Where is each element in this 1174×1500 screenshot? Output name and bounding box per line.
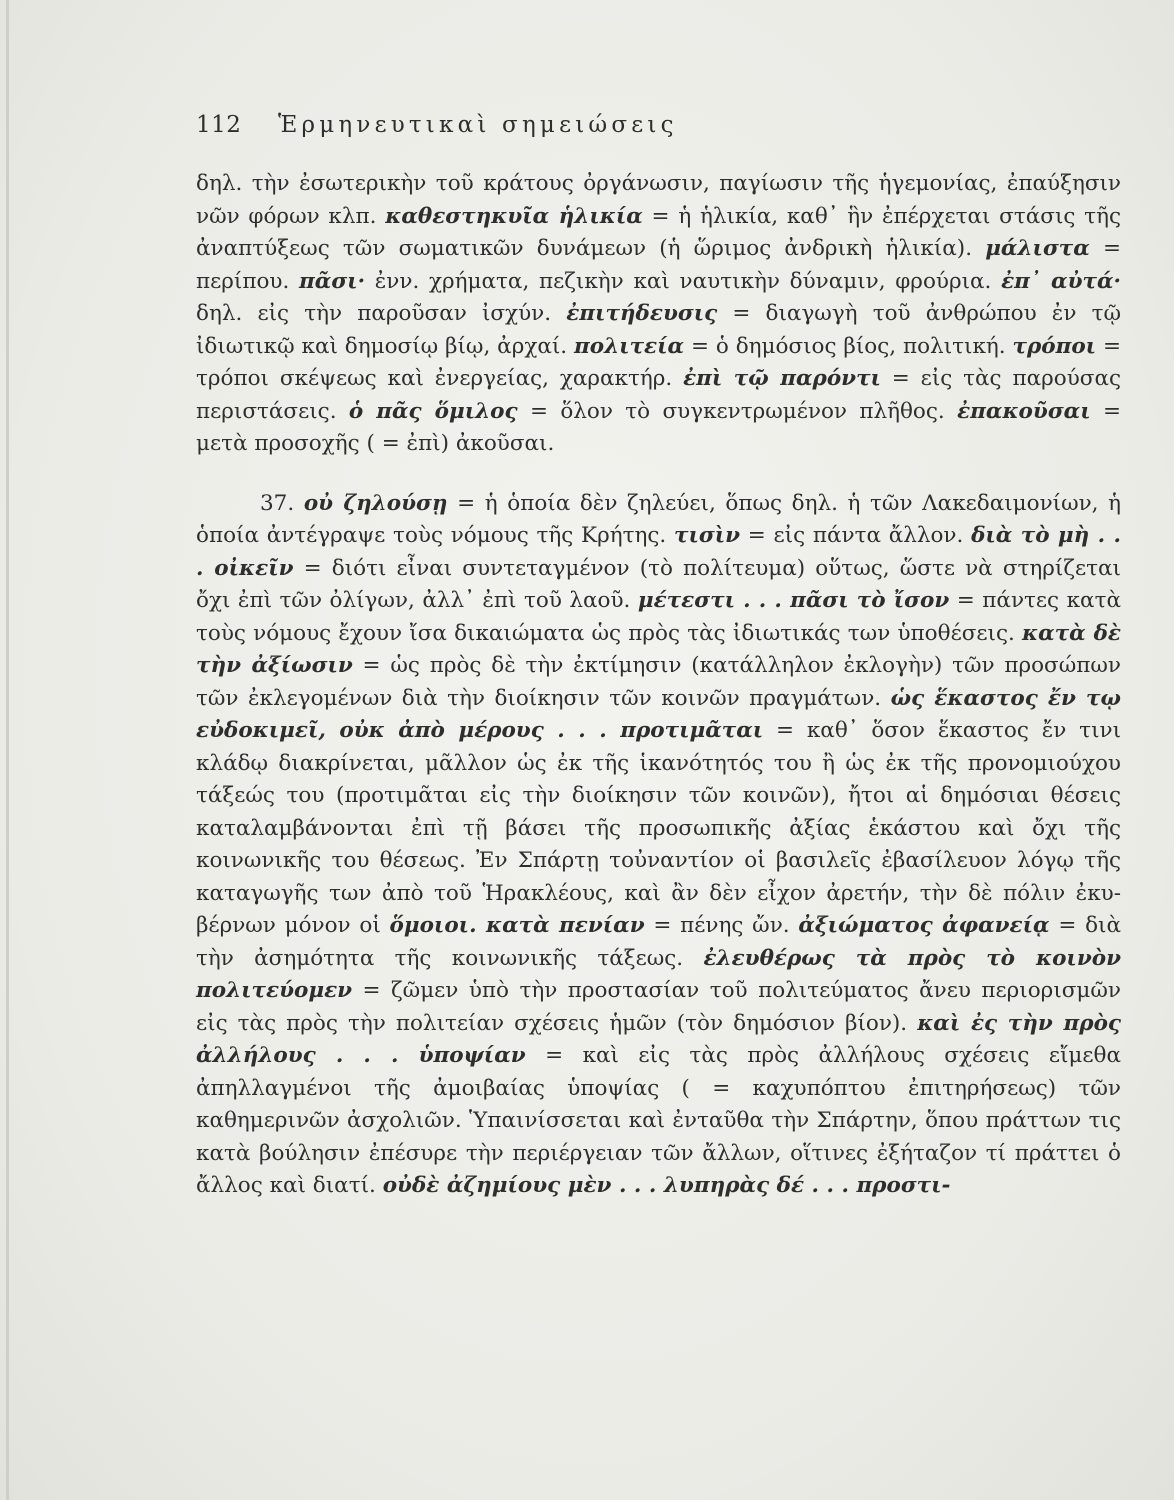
commentary-body bbox=[196, 168, 1121, 1203]
commentary-text: δηλ. τὴν ἐσωτερικὴν τοῦ κράτους ὀργάνωσιν, παγίωσιν τῆς ἡγεμονίας, ἐπαύξησιν νῶν φόρων κλπ. bbox=[196, 171, 1121, 229]
lemma-term: διὰ τὸ μὴ . . . οἰκεῖν bbox=[196, 523, 1121, 581]
lemma-term: πολιτεία bbox=[574, 333, 685, 359]
lemma-term: μάλιστα bbox=[985, 236, 1090, 261]
lemma-term: οὐδὲ ἀζημίους μὲν . . . λυπηρὰς δέ . . . προστι- bbox=[382, 1173, 951, 1198]
lemma-term: ἀξιώματος ἀφανείᾳ bbox=[798, 913, 1050, 938]
commentary-text: = πένης ὤν. bbox=[644, 913, 799, 938]
paragraph-commentary-1 bbox=[196, 168, 1121, 461]
lemma-term: ὅμοιοι. κατὰ πενίαν bbox=[389, 913, 645, 938]
lemma-term: ἐπὶ τῷ παρόντι bbox=[683, 366, 881, 391]
commentary-text: δηλ. εἰς τὴν παροῦσαν ἰσχύν. bbox=[196, 301, 567, 326]
commentary-text: = διὰ τὴν ἀσημότητα τῆς κοινωνικῆς τάξεως. bbox=[196, 913, 1121, 971]
page-header bbox=[196, 112, 916, 144]
lemma-term: πᾶσι· bbox=[299, 268, 366, 294]
commentary-text: = πάντες κατὰ τοὺς νόμους ἔχουν ἴσα δικαιώματα ὡς πρὸς τὰς ἰδιωτικάς των ὑποθέσεις. bbox=[196, 588, 1121, 646]
lemma-term: καὶ ἐς τὴν πρὸς ἀλλήλους . . . ὑποψίαν bbox=[196, 1010, 1121, 1068]
lemma-term: ἐπιτήδευσις bbox=[566, 301, 718, 326]
commentary-text: = περίπου. bbox=[196, 236, 1121, 294]
paragraph-commentary-37 bbox=[196, 488, 1121, 1203]
commentary-text: = τρόποι σκέψεως καὶ ἐνεργείας, χαρακτήρ. bbox=[196, 333, 1121, 391]
commentary-text: = ὅλον τὸ συγκεντρωμένον πλῆθος. bbox=[517, 398, 958, 424]
lemma-term: ὡς ἕκαστος ἔν τῳ εὐδοκιμεῖ, οὐκ ἀπὸ μέρους . . . προτιμᾶται bbox=[196, 685, 1121, 743]
lemma-term: κατὰ δὲ τὴν ἀξίωσιν bbox=[196, 620, 1121, 678]
lemma-term: ἐλευθέρως τὰ πρὸς τὸ κοινὸν πολιτεύομεν bbox=[196, 945, 1121, 1003]
commentary-text: = διαγωγὴ τοῦ ἀνθρώπου ἐν τῷ ἰδιωτικῷ καὶ δημοσίῳ βίῳ, ἀρχαί. bbox=[196, 301, 1121, 359]
commentary-text: = εἰς πάντα ἄλλον. bbox=[740, 523, 972, 548]
page-number: 112 bbox=[196, 112, 242, 138]
lemma-term: τισὶν bbox=[674, 523, 741, 548]
commentary-text: = καὶ εἰς τὰς πρὸς ἀλλήλους σχέσεις εἴμεθα ἀπηλλαγμένοι τῆς ἀμοιβαίας ὑποψίας ( = καχυπόπτου ἐπιτηρήσεως) τῶν καθημερινῶν ἀσχολιῶν. Ὑπαινίσσεται καὶ ἐνταῦθα τὴν Σπάρτην, ὅπου πράττων τις κατὰ βούλησιν ἐπέσυρε τὴν περιέργειαν τῶν ἄλλων, οἵτινες ἐξήταζον τί πράττει ὁ ἄλλος καὶ διατί. bbox=[196, 1043, 1122, 1198]
commentary-text: = διότι εἶναι συντεταγμένον (τὸ πολίτευμα) οὕτως, ὥστε νὰ στηρίζεται ὄχι ἐπὶ τῶν ὀλίγων, ἀλλ᾽ ἐπὶ τοῦ λαοῦ. bbox=[196, 555, 1121, 613]
commentary-text: ἐνν. χρήματα, πεζικὴν καὶ ναυτικὴν δύναμιν, φρούρια. bbox=[365, 268, 1002, 294]
commentary-text: 37. bbox=[260, 490, 304, 516]
commentary-text: = ζῶμεν ὑπὸ τὴν προστασίαν τοῦ πολιτεύματος ἄνευ περιορισμῶν εἰς τὰς πρὸς τὴν πολιτείαν σχέσεις ἡμῶν (τὸν δημόσιον βίον). bbox=[196, 978, 1121, 1036]
running-title: Ἑρμηνευτικαὶ σημειώσεις bbox=[278, 112, 678, 138]
commentary-text: = ἡ ὁποία δὲν ζηλεύει, ὅπως δηλ. ἡ τῶν Λακεδαιμονίων, ἡ ὁποία ἀντέγραψε τοὺς νόμους τῆς Κρήτης. bbox=[196, 490, 1122, 548]
commentary-text: = ὡς πρὸς δὲ τὴν ἐκτίμησιν (κατάλληλον ἐκλογὴν) τῶν προσώπων τῶν ἐκλεγομένων διὰ τὴν διοίκησιν τῶν κοινῶν πραγμάτων. bbox=[196, 653, 1121, 711]
lemma-term: ὁ πᾶς ὅμιλος bbox=[348, 398, 518, 424]
lemma-term: ἐπακοῦσαι bbox=[957, 398, 1091, 424]
lemma-term: μέτεστι . . . πᾶσι τὸ ἴσον bbox=[637, 588, 950, 613]
page-edge bbox=[6, 0, 9, 1500]
commentary-text: = μετὰ προσοχῆς ( = ἐπὶ) ἀκοῦσαι. bbox=[196, 398, 1121, 456]
lemma-term: οὐ ζηλούσῃ bbox=[303, 490, 448, 516]
commentary-text: = εἰς τὰς παρούσας περιστάσεις. bbox=[196, 366, 1121, 424]
commentary-text: = καθ᾽ ὅσον ἕκαστος ἔν τινι κλάδῳ διακρίνεται, μᾶλλον ὡς ἐκ τῆς ἱκανότητός του ἢ ὡς ἐκ τῆς προνομιούχου τάξεώς του (προτιμᾶται εἰς τὴν διοίκησιν τῶν κοινῶν), ἤτοι αἱ δημόσιαι θέσεις καταλαμβάνονται ἐπὶ τῇ βάσει τῆς προσωπικῆς ἀξίας ἑκάστου καὶ ὄχι τῆς κοινωνικῆς του θέσεως. Ἐν Σπάρτῃ τοὐναντίον οἱ βασιλεῖς ἐβασίλευον λόγῳ τῆς καταγωγῆς των ἀπὸ τοῦ Ἡρακλέους, καὶ ἂν δὲν εἶχον ἀρετήν, τὴν δὲ πόλιν ἐκυβέρνων μόνον οἱ bbox=[196, 718, 1121, 938]
commentary-text: = ὁ δημόσιος βίος, πολιτική. bbox=[684, 333, 1013, 359]
lemma-term: ἐπ᾽ αὐτά· bbox=[1001, 268, 1121, 294]
lemma-term: καθεστηκυῖα ἡλικία bbox=[385, 203, 643, 229]
lemma-term: τρόποι bbox=[1012, 333, 1097, 359]
commentary-text: = ἡ ἡλικία, καθ᾽ ἣν ἐπέρχεται στάσις τῆς ἀναπτύξεως τῶν σωματικῶν δυνάμεων (ἡ ὥριμος ἀνδρικὴ ἡλικία). bbox=[196, 203, 1121, 261]
